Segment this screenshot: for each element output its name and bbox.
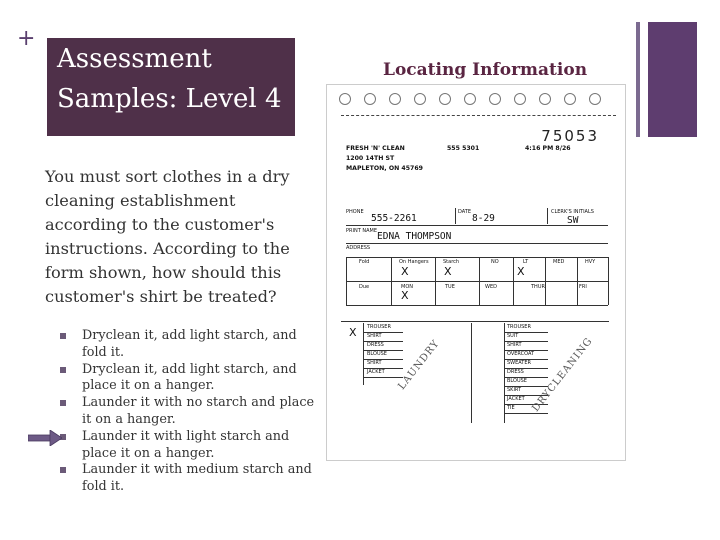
punch-hole-icon	[439, 93, 451, 105]
grid-line	[577, 257, 578, 305]
plus-icon: +	[17, 26, 36, 51]
divider	[547, 208, 548, 224]
starch-label: Starch	[443, 259, 460, 265]
rule	[504, 377, 548, 378]
drycleaning-watermark: DRYCLEANING	[530, 335, 595, 414]
date-label: DATE	[458, 209, 472, 215]
grid-line	[435, 257, 436, 305]
square-bullet-icon	[60, 367, 66, 373]
answer-option-text: Launder it with light starch and place it on a hanger.	[82, 428, 290, 461]
ticket-number: 75053	[541, 127, 599, 145]
punch-hole-icon	[389, 93, 401, 105]
punch-hole-icon	[539, 93, 551, 105]
wednesday-label: WED	[485, 284, 497, 290]
answer-option-text: Dryclean it, add light starch, and fold it.	[82, 328, 297, 360]
locating-information-title: Locating Information	[383, 60, 588, 80]
grid-line	[545, 257, 546, 305]
laundry-item: SHIRT	[367, 333, 382, 339]
monday-mark: X	[401, 289, 409, 302]
title-line-1: Assessment	[57, 44, 212, 74]
dryclean-item: BLOUSE	[507, 378, 527, 384]
grid-line	[346, 305, 608, 306]
answer-option-text: Launder it with no starch and place it on a hanger.	[82, 395, 315, 427]
rule	[346, 225, 608, 226]
heavy-starch-label: HVY	[585, 259, 596, 265]
punch-hole-icon	[464, 93, 476, 105]
due-label: Due	[359, 284, 370, 290]
business-name: FRESH 'N' CLEAN	[346, 145, 405, 152]
light-starch-label: LT	[523, 259, 529, 265]
rule	[341, 321, 609, 322]
rule	[504, 359, 548, 360]
answer-option[interactable]	[60, 462, 315, 496]
dryclean-item: JACKET	[507, 396, 525, 402]
medium-starch-label: MED	[553, 259, 565, 265]
answer-option-text: Launder it with medium starch and fold it.	[82, 462, 312, 495]
dryclean-item: SKIRT	[507, 387, 522, 393]
address-label: ADDRESS	[346, 245, 371, 251]
perforation-line	[341, 115, 616, 116]
title-line-2: Samples: Level 4	[57, 84, 282, 114]
dryclean-item: TIE	[507, 405, 515, 411]
on-hangers-mark: X	[401, 265, 409, 278]
grid-line	[513, 257, 514, 305]
monday-label: MON	[401, 284, 413, 290]
decorative-bar-thick	[648, 22, 697, 137]
rule	[504, 386, 548, 387]
dry-cleaning-form	[326, 84, 626, 461]
punch-hole-icon	[514, 93, 526, 105]
rule	[504, 341, 548, 342]
decorative-bar-thin	[636, 22, 640, 137]
clerk-value: SW	[567, 215, 579, 226]
answer-option-text: Dryclean it, add light starch, and place it on a hanger.	[82, 361, 297, 394]
laundry-item: SHIRT	[367, 360, 382, 366]
rule	[504, 368, 548, 369]
customer-name: EDNA THOMPSON	[377, 231, 452, 242]
laundry-shirt-mark: X	[349, 326, 357, 339]
laundry-watermark: LAUNDRY	[396, 338, 442, 392]
laundry-item: TROUSER	[367, 324, 391, 330]
punch-hole-icon	[339, 93, 351, 105]
punch-hole-icon	[489, 93, 501, 105]
tuesday-label: TUE	[445, 284, 455, 290]
grid-line	[346, 257, 608, 258]
thursday-label: THUR	[531, 284, 545, 290]
business-address-2: MAPLETON, ON 45769	[346, 165, 423, 172]
business-address-1: 1200 14TH ST	[346, 155, 395, 162]
on-hangers-label: On Hangers	[399, 259, 429, 265]
grid-line	[346, 281, 608, 282]
friday-label: FRI	[579, 284, 587, 290]
square-bullet-icon	[60, 467, 66, 473]
rule	[504, 332, 548, 333]
dryclean-item: TROUSER	[507, 324, 531, 330]
laundry-item: JACKET	[367, 369, 385, 375]
punch-hole-icon	[564, 93, 576, 105]
no-starch-label: NO	[491, 259, 499, 265]
answer-options	[60, 328, 315, 496]
time-date: 4:16 PM 8/26	[525, 145, 571, 152]
rule	[363, 359, 403, 360]
answer-option[interactable]	[60, 328, 315, 362]
dryclean-item: SUIT	[507, 333, 519, 339]
business-phone: 555 5301	[447, 145, 480, 152]
rule	[363, 377, 403, 378]
grid-line	[608, 257, 609, 305]
date-value: 8-29	[472, 213, 495, 224]
answer-option[interactable]	[60, 429, 315, 463]
starch-mark: X	[444, 265, 452, 278]
print-name-label: PRINT NAME	[346, 228, 377, 234]
divider	[455, 208, 456, 224]
dryclean-item: DRESS	[507, 369, 524, 375]
light-starch-mark: X	[517, 265, 525, 278]
square-bullet-icon	[60, 333, 66, 339]
correct-answer-arrow-icon	[28, 430, 62, 446]
answer-option[interactable]	[60, 362, 315, 396]
grid-line	[346, 257, 347, 305]
square-bullet-icon	[60, 400, 66, 406]
dryclean-item: OVERCOAT	[507, 351, 535, 357]
grid-line	[479, 257, 480, 305]
phone-label: PHONE	[346, 209, 364, 215]
question-text: You must sort clothes in a dry cleaning establishment according to the customer's instructions. According to the form shown, how should this customer's shirt be treated?	[45, 167, 290, 306]
rule	[363, 332, 403, 333]
punch-hole-icon	[364, 93, 376, 105]
fold-label: Fold	[359, 259, 370, 265]
title-box	[47, 38, 295, 136]
answer-option[interactable]	[60, 395, 315, 429]
rule	[363, 341, 403, 342]
grid-line	[471, 323, 472, 423]
grid-line	[391, 257, 392, 305]
rule	[504, 350, 548, 351]
laundry-item: BLOUSE	[367, 351, 387, 357]
dryclean-item: SHIRT	[507, 342, 522, 348]
rule	[504, 413, 548, 414]
rule	[363, 350, 403, 351]
phone-value: 555-2261	[371, 213, 417, 224]
rule	[363, 368, 403, 369]
rule	[346, 243, 608, 244]
laundry-item: DRESS	[367, 342, 384, 348]
dryclean-item: SWEATER	[507, 360, 531, 366]
clerk-label: CLERK'S INITIALS	[551, 209, 594, 215]
punch-hole-icon	[414, 93, 426, 105]
punch-hole-icon	[589, 93, 601, 105]
grid-line	[504, 323, 505, 423]
